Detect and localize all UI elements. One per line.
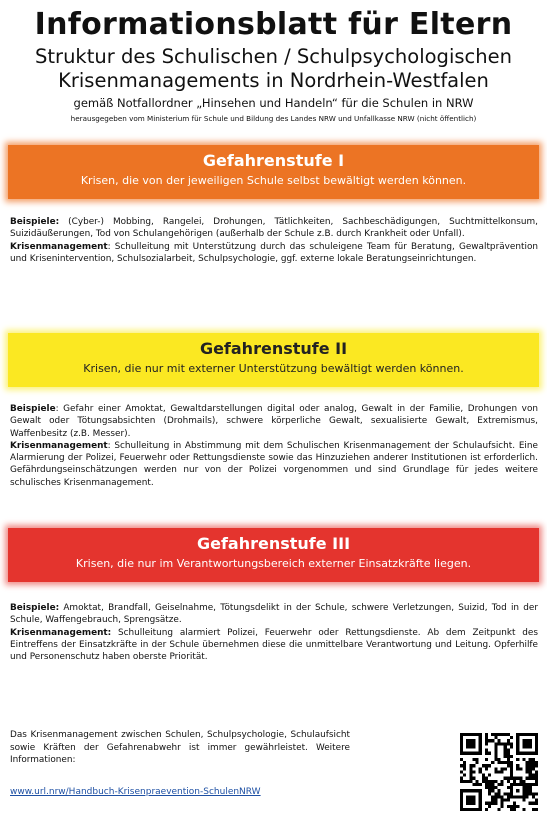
level-1-management (10, 241, 538, 266)
level-2-details (10, 403, 538, 489)
examples-label: Beispiele: (10, 217, 60, 227)
level-3-banner (8, 528, 539, 582)
examples-label: Beispiele: (10, 603, 60, 613)
level-2-banner (8, 333, 539, 387)
page-title: Informationsblatt für Eltern (34, 7, 513, 42)
examples-text: (Cyber-) Mobbing, Rangelei, Drohungen, Tätlichkeiten, Sachbeschädigungen, Suchtmittelkonsum, Suizidäußerungen, Tod von Schulangehörigen (außerhalb der Schule z.B. durch Krankheit oder Unfall). (10, 217, 538, 240)
page-subtitle-line2: Krisenmanagements in Nordrhein-Westfalen (58, 69, 489, 92)
examples-text: Amoktat, Brandfall, Geiselnahme, Tötungsdelikt in der Schule, schwere Verletzungen, Suizid, Tod in der Schule, Waffengebrauch, Sprengsätze. (10, 603, 538, 626)
management-text: : Schulleitung in Abstimmung mit dem Schulischen Krisenmanagement der Schulaufsicht. Eine Alarmierung der Polizei, Feuerwehr oder Rettungsdienste sowie das Hinzuziehen anderer Institutionen ist erforderlich. Gefährdungseinschätzungen werden nur von der Polizei vorgenommen und sind Grundlage für jedes weitere schulisches Krisenmanagement. (10, 440, 538, 488)
source-line: gemäß Notfallordner „Hinsehen und Handeln“ für die Schulen in NRW (73, 96, 474, 110)
level-3-details (10, 602, 538, 663)
page-subtitle-line1: Struktur des Schulischen / Schulpsychologischen (35, 45, 512, 68)
management-label: Krisenmanagement (10, 440, 108, 451)
qr-code-icon (460, 733, 538, 811)
level-2-management (10, 440, 538, 489)
level-2-subtitle: Krisen, die nur mit externer Unterstützung bewältigt werden können. (83, 362, 464, 375)
management-text: : Schulleitung mit Unterstützung durch das schuleigene Team für Beratung, Gewaltprävention und Krisenintervention, Schulsozialarbeit, Schulpsychologie, ggf. externe lokale Beratungseinrichtungen. (10, 241, 538, 264)
level-1-banner (8, 145, 539, 199)
level-2-examples (10, 403, 538, 440)
footer-text: Das Krisenmanagement zwischen Schulen, Schulpsychologie, Schulaufsicht sowie Kräften der Gefahrenabwehr ist immer gewährleistet. Weitere Informationen: (10, 730, 350, 766)
examples-label: Beispiele (10, 404, 56, 414)
level-3-title: Gefahrenstufe III (196, 534, 351, 553)
info-link[interactable]: www.url.nrw/Handbuch-Krisenpraevention-SchulenNRW (10, 787, 261, 797)
level-3-examples (10, 602, 538, 627)
level-3-management (10, 627, 538, 664)
publisher-line: herausgegeben vom Ministerium für Schule und Bildung des Landes NRW und Unfallkasse NRW (nicht öffentlich) (70, 114, 477, 123)
management-label: Krisenmanagement (10, 241, 108, 252)
examples-text: : Gefahr einer Amoktat, Gewaltdarstellungen digital oder analog, Gewalt in der Familie, Drohungen von Gewalt oder Tötungsabsichten (Drohmails), schwere körperliche Gewalt, sexualisierte Gewalt, Extremismus, Waffenbesitz (z.B. Messer). (10, 404, 538, 439)
management-text: Schulleitung alarmiert Polizei, Feuerwehr oder Rettungsdienste. Ab dem Zeitpunkt des Eintreffens der Einsatzkräfte in der Schule übernehmen diese die unmittelbare Verantwortung und Leitung. Opferhilfe und Personenschutz haben oberste Priorität. (10, 627, 538, 663)
management-label: Krisenmanagement: (10, 627, 112, 638)
level-1-examples (10, 216, 538, 241)
level-1-title: Gefahrenstufe I (202, 151, 345, 170)
level-3-subtitle: Krisen, die nur im Verantwortungsbereich externer Einsatzkräfte liegen. (75, 557, 472, 570)
level-2-title: Gefahrenstufe II (199, 339, 348, 358)
level-1-details (10, 216, 538, 265)
level-1-subtitle: Krisen, die von der jeweiligen Schule selbst bewältigt werden können. (80, 174, 467, 187)
